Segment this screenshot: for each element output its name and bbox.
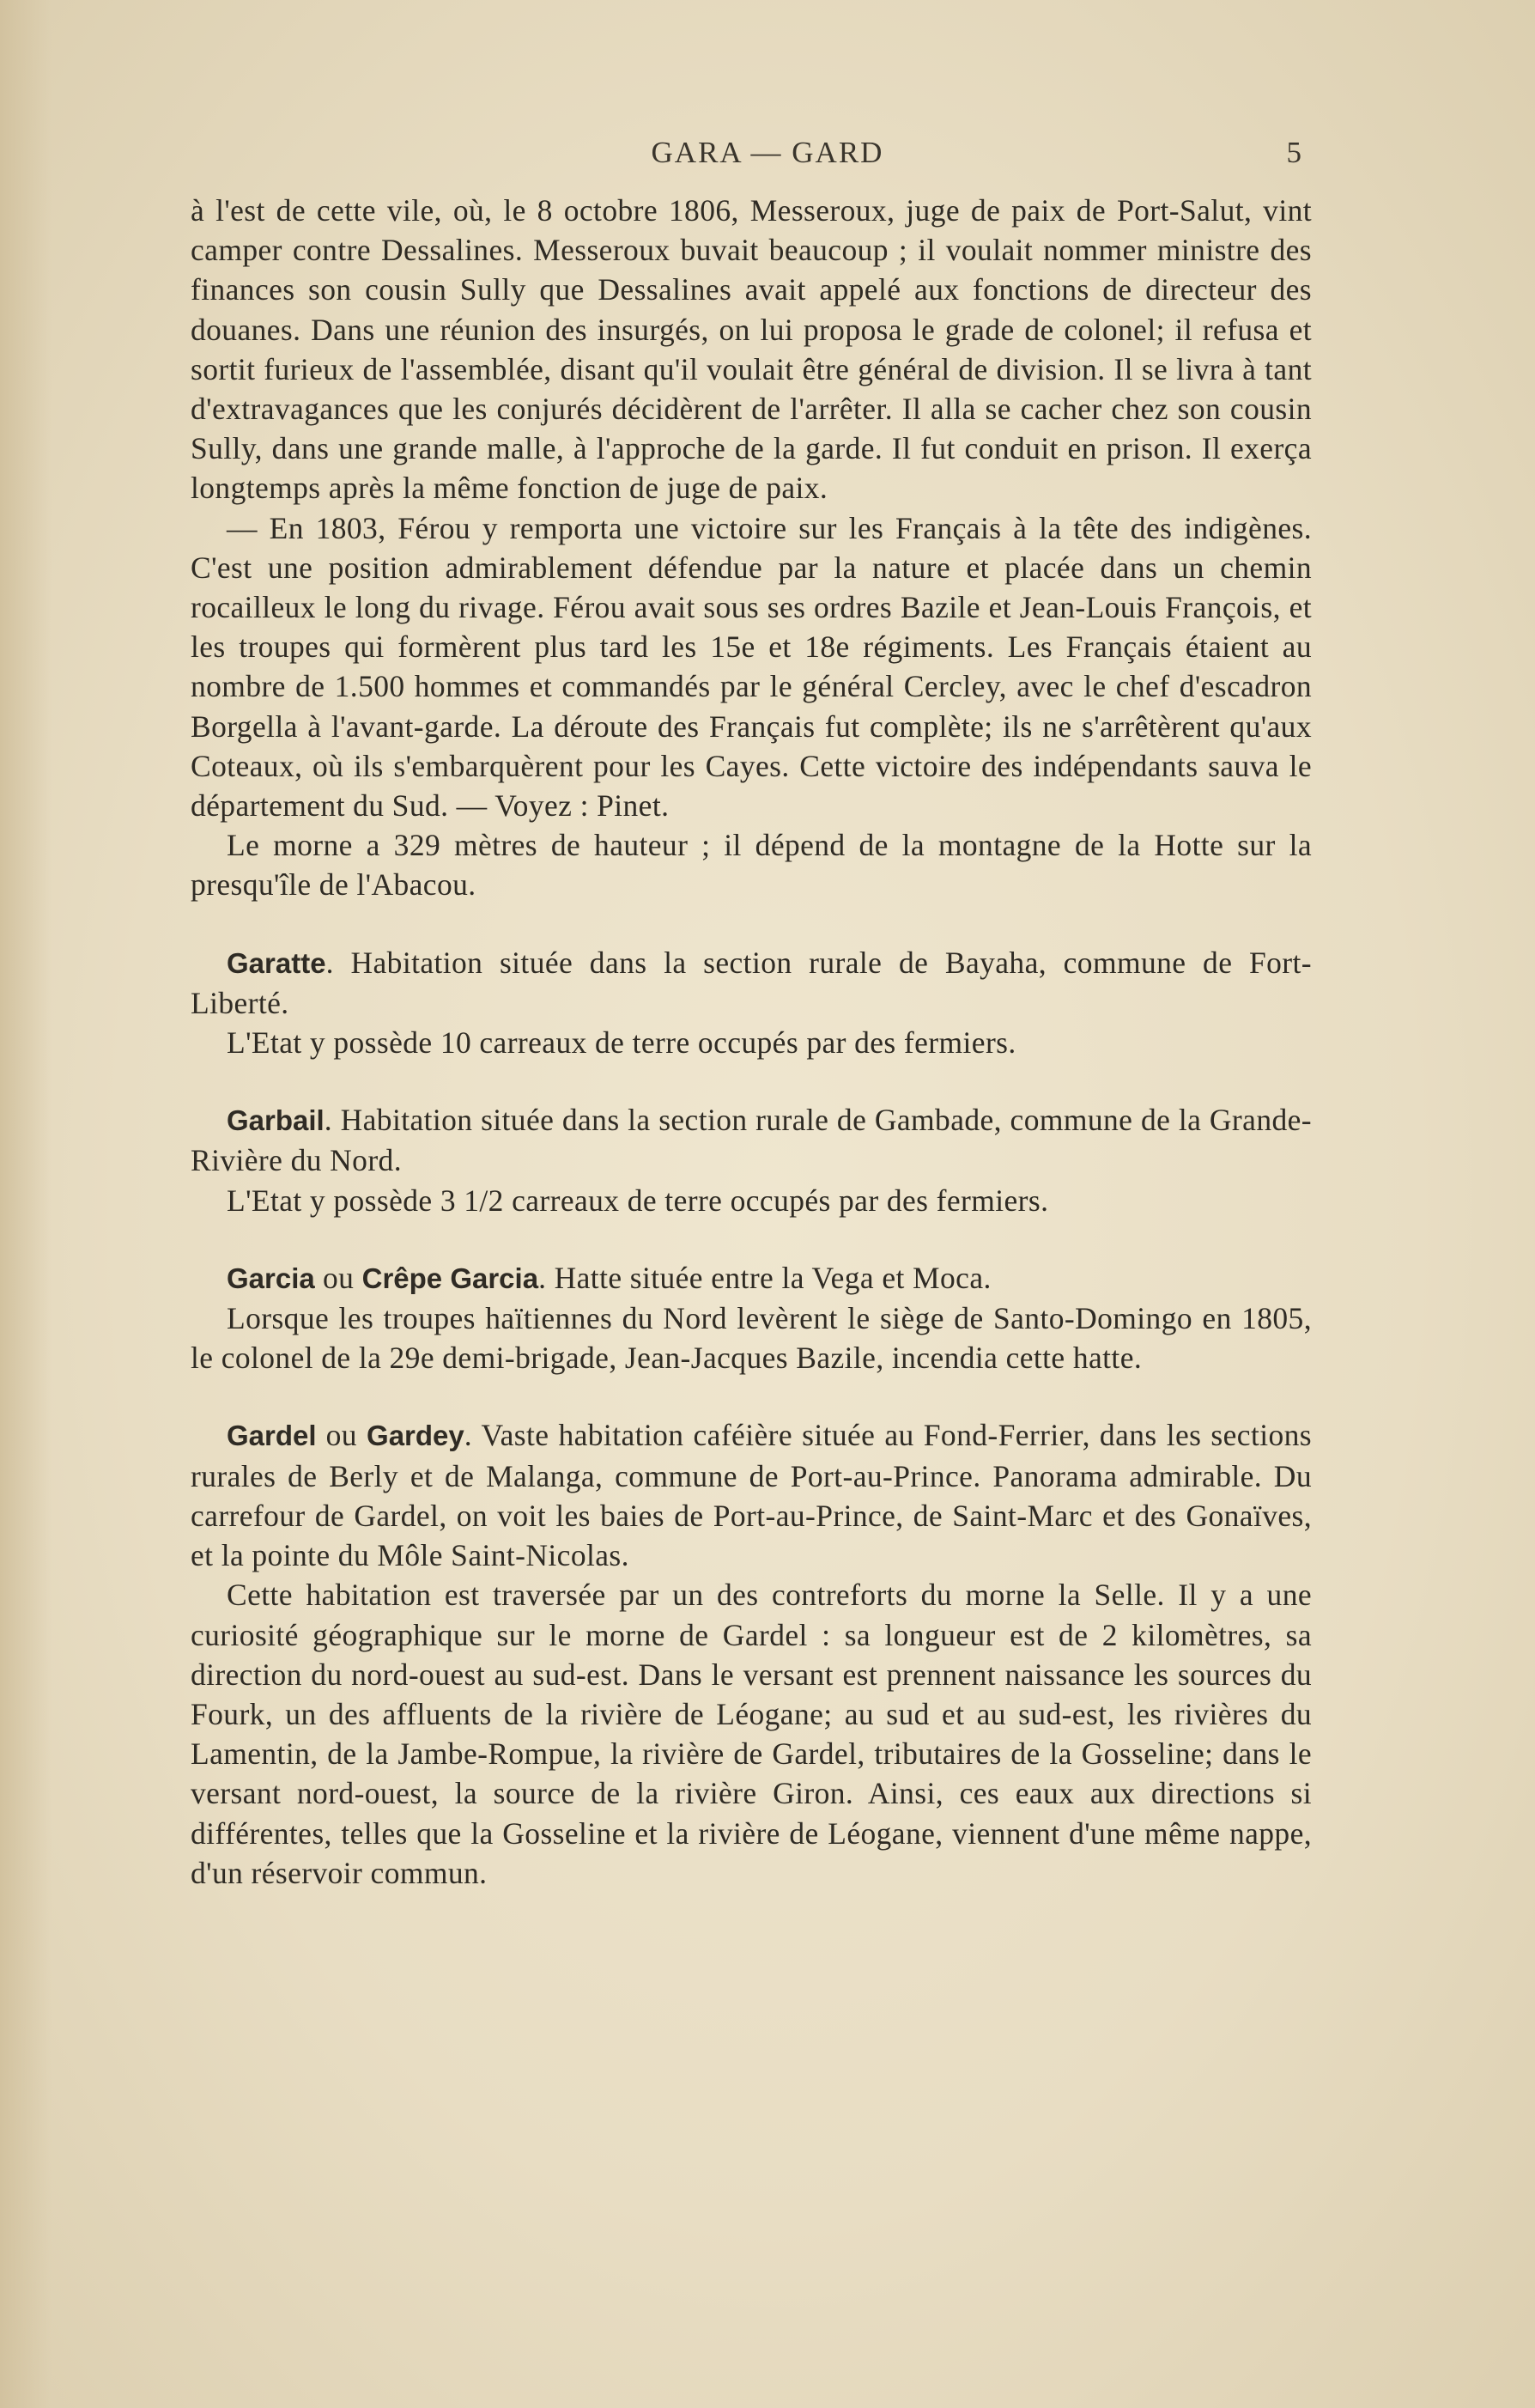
continuation-paragraph-1: à l'est de cette vile, où, le 8 octobre 1806, Messeroux, juge de paix de Port-Salut, vint camper contre Dessalines. Messeroux buvait beaucoup ; il voulait nommer ministre des finances son cousin Sully que Dessalines avait appelé aux fonctions de directeur des douanes. Dans une réunion des insurgés, on lui proposa le grade de colonel; il refusa et sortit furieux de l'assemblée, disant qu'il voulait être général de division. Il se livra à tant d'extravagances que les conjurés décidèrent de l'arrêter. Il alla se cacher chez son cousin Sully, dans une grande malle, à l'approche de la garde. Il fut conduit en prison. Il exerça longtemps après la même fonction de juge de paix. (191, 193, 1312, 506)
entry-headword: Gardel (227, 1420, 317, 1452)
entry-text: . Vaste habitation caféière située au Fond-Ferrier, dans les sections rurales de Berly et de Malanga, commune de Port-au-Prince. Panorama admirable. Du carrefour de Gardel, on voit les baies de Port-au-Prince, de Saint-Marc et des Gonaïves, et la pointe du Môle Saint-Nicolas. (191, 1418, 1312, 1573)
entry-connector: ou (314, 1260, 362, 1295)
entry-headword-alt: Crêpe Garcia (361, 1262, 539, 1294)
entry-definition (191, 1100, 1312, 1180)
continuation-paragraph-2: — En 1803, Férou y remporta une victoire sur les Français à la tête des indigènes. C'est une position admirablement défendue par la nature et placée dans un chemin rocailleux le long du rivage. Férou avait sous ses ordres Bazile et Jean-Louis François, et les troupes qui formèrent plus tard les 15e et 18e régiments. Les Français étaient au nombre de 1.500 hommes et commandés par le général Cercley, avec le chef d'escadron Borgella à l'avant-garde. La déroute des Français fut complète; ils ne s'arrêtèrent qu'aux Coteaux, où ils s'embarquèrent pour les Cayes. Cette victoire des indépendants sauva le département du Sud. — Voyez : Pinet. (191, 510, 1312, 824)
entry-text: . Hatte située entre la Vega et Moca. (538, 1260, 992, 1295)
entry-paragraph: Cette habitation est traversée par un des contreforts du morne la Selle. Il y a une curiosité géographique sur le morne de Gardel : sa longueur est de 2 kilomètres, sa direction du nord-ouest au sud-est. Dans le versant est prennent naissance les sources du Fourk, un des affluents de la rivière de Léogane; au sud et au sud-est, les rivières du Lamentin, de la Jambe-Rompue, la rivière de Gardel, tributaires de la Gosseline; dans le versant nord-ouest, la source de la rivière Giron. Ainsi, ces eaux aux directions si différentes, telles que la Gosseline et la rivière de Léogane, viennent d'une même nappe, d'un réservoir commun. (191, 1578, 1312, 1890)
entry-definition (191, 943, 1312, 1023)
page-edge-shadow (0, 0, 52, 2408)
entry-headword: Garbail (227, 1104, 325, 1137)
page-header-title: GARA — GARD (651, 136, 884, 169)
entry-text: . Habitation située dans la section rurale de Bayaha, commune de Fort-Liberté. (191, 945, 1312, 1020)
running-head (0, 136, 1535, 177)
entry-definition (191, 1258, 1312, 1298)
entry-garcia (191, 1258, 1312, 1378)
continuation-paragraph-3: Le morne a 329 mètres de hauteur ; il dépend de la montagne de la Hotte sur la presqu'île de l'Abacou. (191, 828, 1312, 903)
entry-paragraph: L'Etat y possède 10 carreaux de terre occupés par des fermiers. (227, 1025, 1016, 1061)
entry-gardel (191, 1415, 1312, 1892)
page-body (191, 191, 1312, 1893)
entry-connector: ou (316, 1418, 367, 1453)
entry-headword: Garatte (227, 946, 326, 979)
entry-garatte (191, 943, 1312, 1063)
entry-paragraph: L'Etat y possède 3 1/2 carreaux de terre occupés par des fermiers. (227, 1183, 1049, 1218)
entry-definition (191, 1415, 1312, 1575)
entry-garbail (191, 1100, 1312, 1220)
entry-headword: Garcia (227, 1262, 315, 1294)
page-number: 5 (1286, 136, 1303, 169)
entry-text: . Habitation située dans la section rurale de Gambade, commune de la Grande-Rivière du Nord. (191, 1103, 1312, 1178)
entry-paragraph: Lorsque les troupes haïtiennes du Nord levèrent le siège de Santo-Domingo en 1805, le colonel de la 29e demi-brigade, Jean-Jacques Bazile, incendia cette hatte. (191, 1301, 1312, 1376)
entry-headword-alt: Gardey (367, 1420, 464, 1452)
